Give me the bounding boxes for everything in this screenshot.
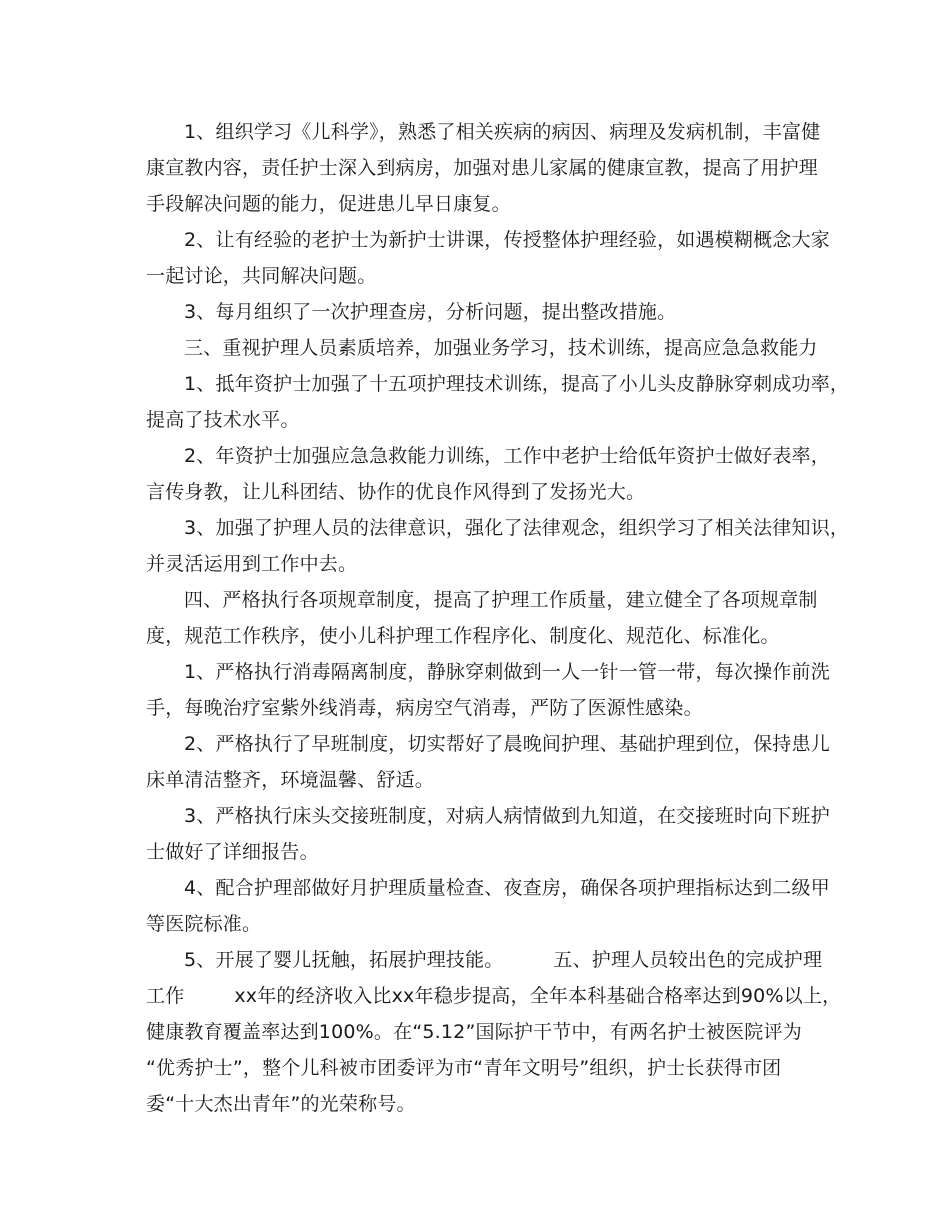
paragraph-line: 康宣教内容，责任护士深入到病房，加强对患儿家属的健康宣教，提高了用护理 <box>146 157 819 179</box>
paragraph-line: 2、严格执行了早班制度，切实帮好了晨晚间护理、基础护理到位，保持患儿 <box>184 733 830 755</box>
paragraph-line: 工作 xx年的经济收入比xx年稳步提高，全年本科基础合格率达到90%以上， <box>146 985 842 1007</box>
paragraph-line: 度，规范工作秩序，使小儿科护理工作程序化、制度化、规范化、标准化。 <box>146 625 780 647</box>
paragraph-line: 士做好了详细报告。 <box>146 841 319 863</box>
paragraph-line: 健康教育覆盖率达到100%。在“5.12”国际护干节中，有两名护士被医院评为 <box>146 1021 802 1043</box>
paragraph-line: 委“十大杰出青年”的光荣称号。 <box>146 1093 416 1115</box>
paragraph-line: 并灵活运用到工作中去。 <box>146 553 358 575</box>
paragraph-line: 4、配合护理部做好月护理质量检查、夜查房，确保各项护理指标达到二级甲 <box>184 877 830 899</box>
paragraph-line: 一起讨论，共同解决问题。 <box>146 265 377 287</box>
paragraph-line: 提高了技术水平。 <box>146 409 300 431</box>
paragraph-line: 3、严格执行床头交接班制度，对病人病情做到九知道，在交接班时向下班护 <box>184 805 830 827</box>
paragraph-line: 床单清洁整齐，环境温馨、舒适。 <box>146 769 435 791</box>
section-heading: 四、严格执行各项规章制度，提高了护理工作质量，建立健全了各项规章制 <box>184 589 818 611</box>
paragraph-line: 5、开展了婴儿抚触，拓展护理技能。 五、护理人员较出色的完成护理 <box>184 949 823 971</box>
paragraph-line: “优秀护士”，整个儿科被市团委评为市“青年文明号”组织，护士长获得市团 <box>146 1057 782 1079</box>
paragraph-line: 3、每月组织了一次护理查房，分析问题，提出整改措施。 <box>184 301 677 323</box>
paragraph-line: 手段解决问题的能力，促进患儿早日康复。 <box>146 193 511 215</box>
paragraph-line: 2、让有经验的老护士为新护士讲课，传授整体护理经验，如遇模糊概念大家 <box>184 229 830 251</box>
paragraph-line: 1、抵年资护士加强了十五项护理技术训练，提高了小儿头皮静脉穿刺成功率， <box>184 373 850 395</box>
paragraph-line: 1、组织学习《儿科学》，熟悉了相关疾病的病因、病理及发病机制，丰富健 <box>184 121 821 143</box>
section-heading: 三、重视护理人员素质培养，加强业务学习，技术训练，提高应急急救能力 <box>184 337 818 359</box>
paragraph-line: 言传身教，让儿科团结、协作的优良作风得到了发扬光大。 <box>146 481 646 503</box>
paragraph-line: 2、年资护士加强应急急救能力训练，工作中老护士给低年资护士做好表率， <box>184 445 830 467</box>
paragraph-line: 手，每晚治疗室紫外线消毒，病房空气消毒，严防了医源性感染。 <box>146 697 703 719</box>
paragraph-line: 1、严格执行消毒隔离制度，静脉穿刺做到一人一针一管一带，每次操作前洗 <box>184 661 830 683</box>
paragraph-line: 3、加强了护理人员的法律意识，强化了法律观念，组织学习了相关法律知识， <box>184 517 850 539</box>
paragraph-line: 等医院标准。 <box>146 913 262 935</box>
